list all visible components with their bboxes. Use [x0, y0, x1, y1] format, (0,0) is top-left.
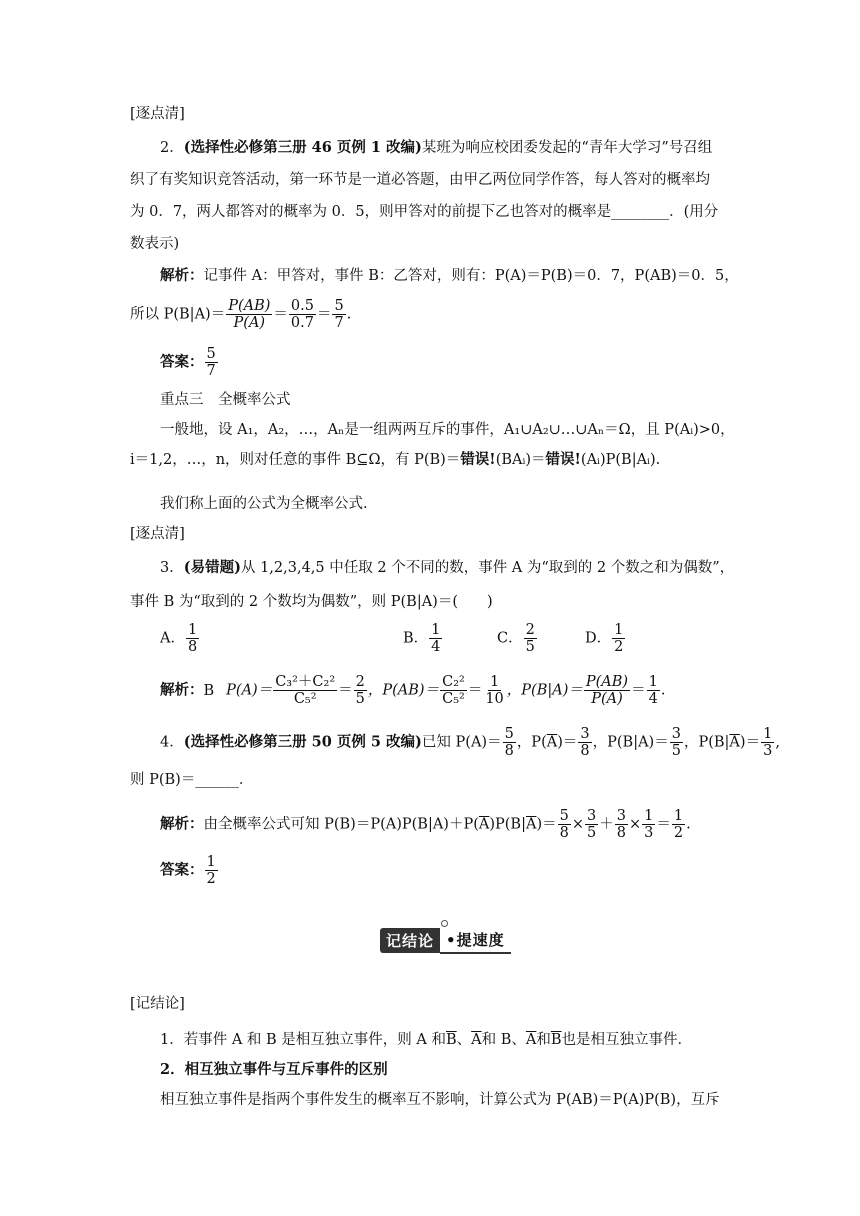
solution-text: 所以 P(B|A)＝	[130, 306, 226, 323]
fraction: $\frac{P(AB)}{P(A)}$	[228, 298, 271, 331]
question-text: 某班为响应校团委发起的“青年大学习”号召组	[421, 140, 713, 156]
question-number: 2．	[160, 140, 184, 156]
option-d[interactable]: D． $\frac{1}{2}$	[585, 622, 624, 655]
solution-label: 解析：	[160, 267, 204, 284]
option-a[interactable]: A． $\frac{1}{8}$	[160, 622, 198, 655]
banner-left: 记结论	[380, 928, 440, 953]
solution-label: 解析：	[160, 681, 204, 699]
answer-label: 答案：	[160, 353, 204, 371]
fraction: $\frac{5}{7}$	[334, 298, 344, 331]
question-4-line1: 4．(选择性必修第三册 50 页例 5 改编)已知 P(A)＝ $\frac{5}{8}$ ，$P(\overline{A})=$ $\frac{3}{8}$ ，P(B|A)＝ $\frac{3}{5}$ ，$P(B|\overline{A})=$ $\frac{1}{3}$ ,	[160, 726, 780, 759]
fraction: $\frac{0.5}{0.7}$	[290, 298, 314, 331]
conclusion-line2: 2．相互独立事件与互斥事件的区别	[160, 1061, 388, 1078]
section-tag: [逐点清]	[130, 106, 185, 122]
solution-3: 解析：B P(A)＝ $\frac{\text{C₃²＋C₂²}}{\text{C₅²}}$ ＝ $\frac{2}{5}$ ，P(AB)＝ $\frac{\text{C₂²}}{\text{C₅²}}$ ＝ $\frac{1}{10}$ ，P(B|A)＝ $\frac{P(AB)}{P(A)}$ ＝ $\frac{1}{4}$ .	[160, 674, 666, 707]
key-point-title: 重点三 全概率公式	[160, 392, 291, 408]
error-mark: 错误!	[460, 451, 496, 468]
answer-4: 答案： $\frac{1}{2}$	[160, 854, 216, 887]
key-point-line2: i＝1,2，…，n，则对任意的事件 B⊆Ω，有 P(B)＝错误!(BAᵢ)＝错误!(Aᵢ)P(B|Aᵢ).	[130, 451, 661, 468]
conclusion-line1: 1．若事件 A 和 B 是相互独立事件，则 A 和$\overline{B}$、$\overline{A}$和 B、$\overline{A}$和$\overline{B}$也是相互独立事件．	[160, 1032, 693, 1048]
question-2-line1	[160, 138, 712, 158]
question-source: (易错题)	[183, 559, 241, 576]
option-c[interactable]: C． $\frac{2}{5}$	[497, 622, 535, 655]
banner-right: •提速度	[440, 927, 511, 954]
question-2-line4: 数表示)	[130, 236, 180, 252]
answer-fraction: $\frac{5}{7}$	[206, 346, 216, 379]
conclusion-line3: 相互独立事件是指两个事件发生的概率互不影响，计算公式为 P(AB)＝P(A)P(B)，互斥	[160, 1092, 720, 1108]
key-point-line3: 我们称上面的公式为全概率公式.	[160, 496, 368, 512]
solution-text: 记事件 A：甲答对，事件 B：乙答对，则有：P(A)＝P(B)＝0．7，P(AB)＝0．5，	[203, 268, 739, 284]
question-2-line3: 为 0．7，两人都答对的概率为 0．5，则甲答对的前提下乙也答对的概率是________．(用分	[130, 204, 719, 220]
question-3-line1: 3．(易错题)从 1,2,3,4,5 中任取 2 个不同的数，事件 A 为“取到的 2 个数之和为偶数”，	[160, 559, 735, 576]
key-point-line1: 一般地，设 A₁，A₂，…，Aₙ是一组两两互斥的事件，A₁∪A₂∪…∪Aₙ＝Ω，且 P(Aᵢ)>0，	[160, 422, 735, 438]
solution-2-line1	[160, 266, 739, 286]
question-3-line2: 事件 B 为“取到的 2 个数均为偶数”，则 P(B|A)＝( )	[130, 594, 493, 610]
error-mark: 错误!	[545, 451, 581, 468]
solution-4: 解析：由全概率公式可知 $P(B)=P(A)P(B|A)+P(\overline{A})P(B|\overline{A})=$ $\frac{5}{8}$ × $\frac{3}{5}$ ＋ $\frac{3}{8}$ × $\frac{1}{3}$ ＝ $\frac{1}{2}$ .	[160, 808, 691, 841]
option-b[interactable]: B． $\frac{1}{4}$	[403, 622, 441, 655]
question-source: (选择性必修第三册 50 页例 5 改编)	[183, 733, 422, 751]
question-4-line2: 则 P(B)＝______．	[130, 772, 254, 788]
solution-2-line2: 所以 P(B|A)＝ $\frac{P(AB)}{P(A)}$ ＝ $\frac{0.5}{0.7}$ ＝ $\frac{5}{7}$ .	[130, 298, 352, 331]
solution-label: 解析：	[160, 815, 204, 833]
section-banner	[380, 928, 511, 952]
answer-label: 答案：	[160, 861, 204, 879]
question-2-line2: 织了有奖知识竞答活动，第一环节是一道必答题，由甲乙两位同学作答，每人答对的概率均	[130, 172, 710, 188]
question-source: (选择性必修第三册 46 页例 1 改编)	[183, 139, 422, 156]
section-tag: [逐点清]	[130, 526, 185, 542]
section-tag: [记结论]	[130, 996, 185, 1012]
answer-2	[160, 346, 219, 379]
